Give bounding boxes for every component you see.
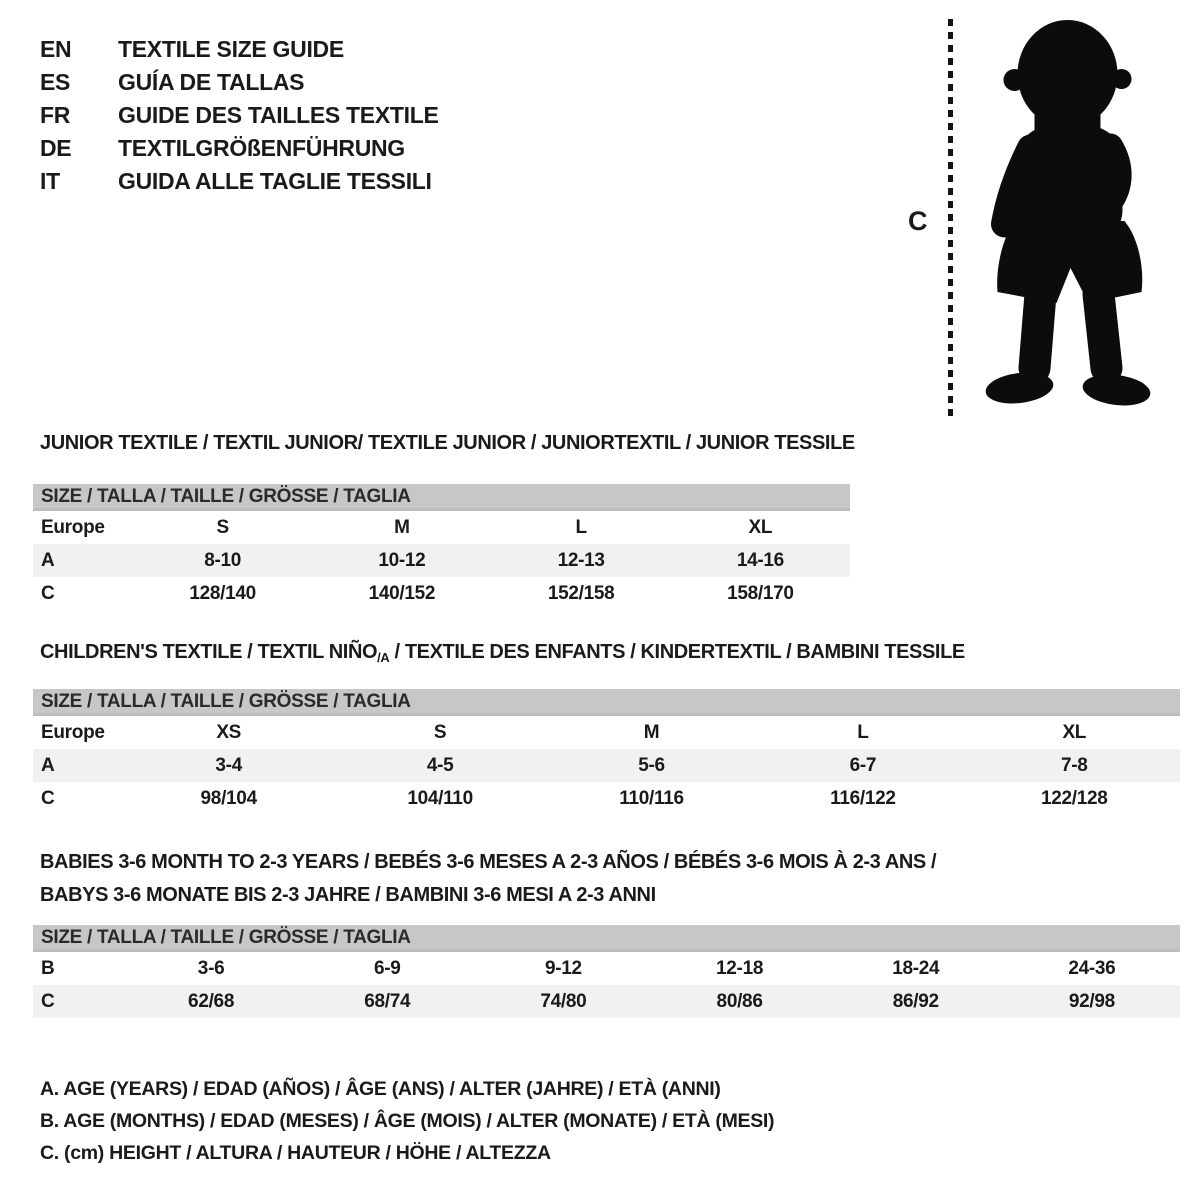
language-title-block (40, 33, 439, 198)
row-value: 24-36 (1068, 958, 1116, 979)
row-value: 10-12 (378, 550, 426, 571)
children-title-subscript: /A (377, 650, 390, 665)
language-row (40, 33, 439, 66)
height-dashed-line (948, 19, 953, 417)
row-value: 128/140 (189, 583, 256, 604)
row-label: C (41, 991, 55, 1012)
language-title: GUIDA ALLE TAGLIE TESSILI (118, 168, 432, 194)
language-code: IT (40, 168, 60, 194)
row-value: 3-6 (197, 958, 225, 979)
table-row (33, 749, 1180, 782)
row-label: C (41, 788, 55, 809)
row-value: 7-8 (1061, 755, 1088, 776)
row-value: 14-16 (736, 550, 784, 571)
children-table-title (40, 641, 965, 665)
row-value: 74/80 (540, 991, 587, 1012)
row-value: 80/86 (716, 991, 763, 1012)
row-value: 12-18 (716, 958, 764, 979)
row-value: 3-4 (215, 755, 242, 776)
language-title: TEXTILE SIZE GUIDE (118, 36, 344, 62)
row-label: Europe (41, 722, 105, 743)
row-label: A (41, 755, 55, 776)
language-code: FR (40, 102, 71, 128)
row-value: S (216, 517, 229, 538)
row-label: Europe (41, 517, 105, 538)
row-value: 122/128 (1040, 788, 1108, 809)
row-value: 92/98 (1068, 991, 1115, 1012)
row-value: 12-13 (557, 550, 605, 571)
size-table-header: SIZE / TALLA / TAILLE / GRÖSSE / TAGLIA (33, 925, 1180, 952)
row-value: M (394, 517, 410, 538)
table-row (33, 544, 850, 577)
row-value: 152/158 (547, 583, 615, 604)
children-size-table (33, 689, 1180, 815)
row-value: XS (216, 722, 242, 743)
children-title-pre: CHILDREN'S TEXTILE / TEXTIL NIÑO (40, 641, 378, 663)
language-code: ES (40, 69, 71, 95)
row-value: 8-10 (204, 550, 242, 571)
language-title: GUÍA DE TALLAS (118, 69, 305, 95)
language-code: DE (40, 135, 72, 161)
language-row (40, 165, 439, 198)
row-value: 158/170 (727, 583, 794, 604)
table-row (33, 511, 850, 544)
size-table-header: SIZE / TALLA / TAILLE / GRÖSSE / TAGLIA (33, 484, 850, 511)
language-title: GUIDE DES TAILLES TEXTILE (118, 102, 439, 128)
table-row (33, 952, 1180, 985)
legend-line-a: A. AGE (YEARS) / EDAD (AÑOS) / ÂGE (ANS) / ALTER (JAHRE) / ETÀ (ANNI) (40, 1078, 721, 1100)
row-value: S (433, 722, 447, 743)
row-value: 4-5 (426, 755, 454, 776)
language-row (40, 99, 439, 132)
row-value: 62/68 (188, 991, 235, 1012)
row-value: L (857, 722, 869, 743)
row-value: 104/110 (407, 788, 473, 809)
row-value: 9-12 (545, 958, 582, 979)
row-label: B (41, 958, 55, 979)
table-row (33, 782, 1180, 815)
row-label: A (41, 550, 55, 571)
size-table-header: SIZE / TALLA / TAILLE / GRÖSSE / TAGLIA (33, 689, 1180, 716)
row-value: 98/104 (200, 788, 257, 809)
toddler-silhouette-icon (962, 16, 1167, 416)
language-code: EN (40, 36, 72, 62)
legend-line-b: B. AGE (MONTHS) / EDAD (MESES) / ÂGE (MOIS) / ALTER (MONATE) / ETÀ (MESI) (40, 1110, 775, 1132)
row-label: C (41, 583, 55, 604)
row-value: 110/116 (619, 788, 684, 809)
table-row (33, 985, 1180, 1018)
height-measure-figure (890, 0, 1190, 430)
row-value: XL (748, 517, 773, 538)
babies-table-title (40, 846, 936, 912)
row-value: 116/122 (830, 788, 896, 809)
row-value: L (575, 517, 587, 538)
language-title: TEXTILGRÖßENFÜHRUNG (118, 135, 405, 161)
language-row (40, 132, 439, 165)
row-value: 86/92 (892, 991, 939, 1012)
row-value: XL (1062, 722, 1087, 743)
row-value: 140/152 (368, 583, 436, 604)
row-value: 6-7 (849, 755, 877, 776)
babies-title-line2: BABYS 3-6 MONATE BIS 2-3 JAHRE / BAMBINI 3-6 MESI A 2-3 ANNI (40, 884, 656, 906)
height-measure-label: C (908, 206, 928, 236)
language-row (40, 66, 439, 99)
junior-table-title: JUNIOR TEXTILE / TEXTIL JUNIOR/ TEXTILE JUNIOR / JUNIORTEXTIL / JUNIOR TESSILE (40, 432, 855, 454)
row-value: 5-6 (638, 755, 665, 776)
junior-size-table (33, 484, 850, 610)
row-value: M (643, 722, 660, 743)
babies-title-line1: BABIES 3-6 MONTH TO 2-3 YEARS / BEBÉS 3-6 MESES A 2-3 AÑOS / BÉBÉS 3-6 MOIS À 2-3 ANS / (40, 851, 937, 873)
table-row (33, 577, 850, 610)
table-row (33, 716, 1180, 749)
row-value: 68/74 (364, 991, 411, 1012)
measure-legend (40, 1073, 774, 1169)
babies-size-table (33, 925, 1180, 1018)
children-title-post: / TEXTILE DES ENFANTS / KINDERTEXTIL / BAMBINI TESSILE (389, 641, 965, 663)
row-value: 18-24 (892, 958, 940, 979)
row-value: 6-9 (373, 958, 401, 979)
legend-line-c: C. (cm) HEIGHT / ALTURA / HAUTEUR / HÖHE / ALTEZZA (40, 1142, 551, 1164)
